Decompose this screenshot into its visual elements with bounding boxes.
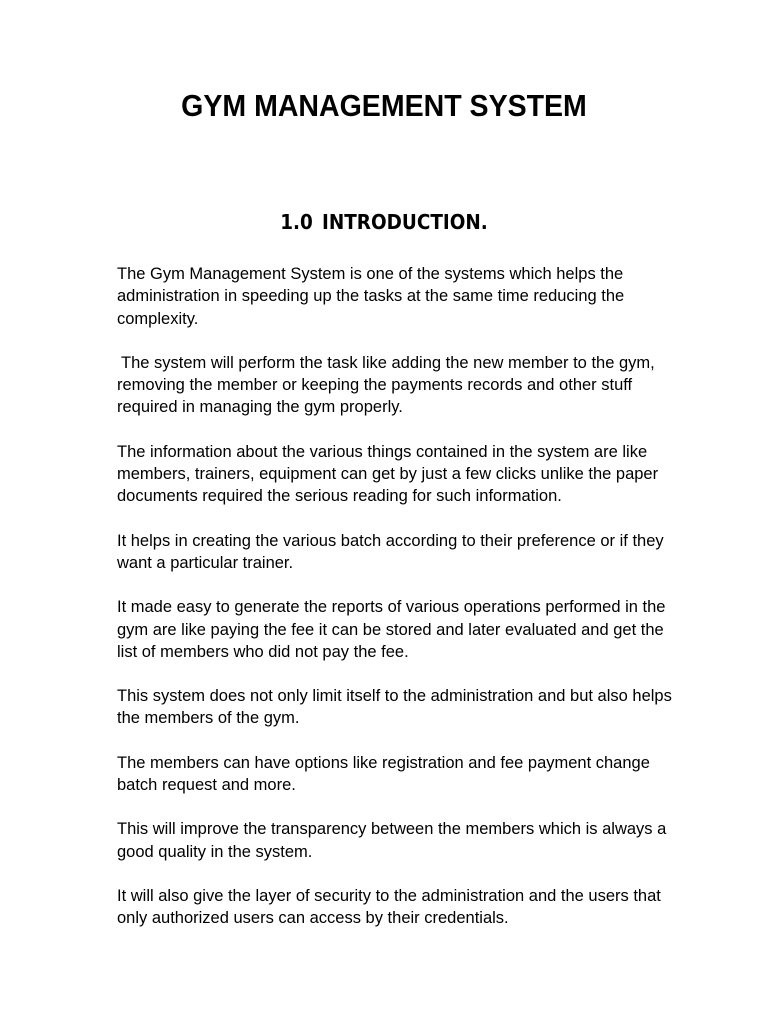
paragraph-8: This will improve the transparency between the members which is always a good quality in the system.: [117, 820, 667, 861]
document-title: GYM MANAGEMENT SYSTEM: [181, 88, 587, 123]
paragraph-2: The system will perform the task like adding the new member to the gym, removing the member or keeping the payments records and other stuff required in managing the gym properly.: [117, 353, 655, 417]
paragraph-9: It will also give the layer of security to the administration and the users that only authorized users can access by their credentials.: [117, 886, 661, 928]
paragraph-1: The Gym Management System is one of the systems which helps the administration in speeding up the tasks at the same time reducing the complexity.: [117, 265, 625, 328]
section-number: 1.0: [280, 210, 313, 234]
paragraph-3: The information about the various things contained in the system are like members, trainers, equipment can get by just a few clicks unlike the paper documents required the serious reading for such information.: [117, 442, 659, 506]
section-heading: [31, 210, 738, 234]
paragraph-5: It made easy to generate the reports of various operations performed in the gym are like paying the fee it can be stored and later evaluated and get the list of members who did not pay the fee.: [117, 598, 666, 661]
section-title: INTRODUCTION.: [322, 210, 488, 234]
paragraph-7: The members can have options like registration and fee payment change batch request and more.: [117, 753, 650, 795]
paragraph-4: It helps in creating the various batch according to their preference or if they want a particular trainer.: [117, 531, 664, 572]
document-body: [117, 263, 687, 952]
paragraph-6: This system does not only limit itself to the administration and but also helps the members of the gym.: [117, 687, 672, 728]
